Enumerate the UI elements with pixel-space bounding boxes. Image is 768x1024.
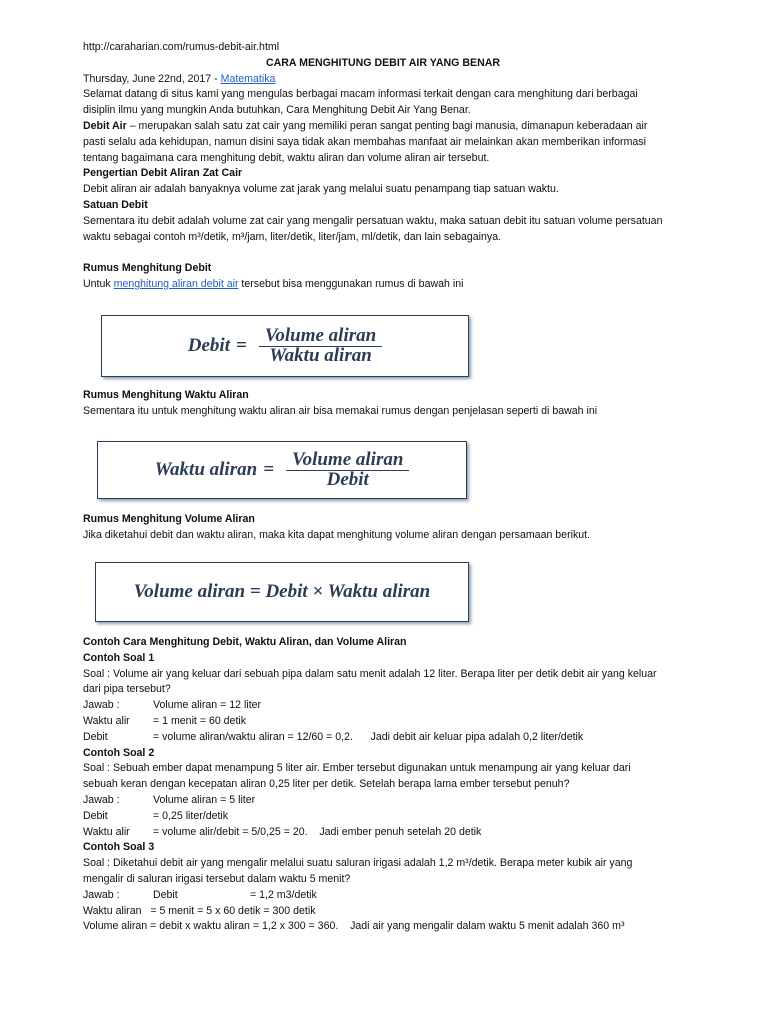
post-date: Thursday, June 22nd, 2017 -	[83, 72, 221, 85]
formula-denominator: Debit	[326, 469, 369, 490]
examples-section	[83, 635, 683, 935]
section-waktu	[83, 388, 683, 420]
formula-numerator: Volume aliran	[259, 328, 382, 347]
paragraph-line: Sementara itu untuk menghitung waktu aliran air bisa memakai rumus dengan penjelasan seperti di bawah ini	[83, 404, 598, 417]
source-url: http://caraharian.com/rumus-debit-air.html	[83, 41, 280, 53]
formula-equals: =	[263, 459, 275, 481]
debit-air-term: Debit Air	[83, 119, 127, 132]
section-heading: Rumus Menghitung Debit	[83, 262, 212, 275]
intro-line: Selamat datang di situs kami yang mengulas berbagai macam informasi terkait dengan cara menghitung dari berbagai	[83, 88, 638, 101]
debit-air-line: tentang bagaimana cara menghitung debit, waktu aliran dan volume aliran air tersebut.	[83, 151, 490, 164]
answer-value: = 0,25 liter/detik	[153, 809, 229, 822]
example-answer-row: Waktu aliran = 5 menit = 5 x 60 detik = 300 detik	[83, 904, 316, 917]
debit-formula-box	[101, 315, 469, 377]
formula-fraction	[259, 325, 382, 366]
formula-equals: =	[235, 335, 247, 357]
debit-air-line: pasti selalu ada kehidupan, namun disini saya tidak akan membahas manfaat air melainkan akan memberikan informasi	[83, 135, 646, 148]
post-meta	[83, 72, 683, 88]
example-answer-row: Volume aliran = debit x waktu aliran = 1,2 x 300 = 360. Jadi air yang mengalir dalam waktu 5 menit adalah 360 m³	[83, 920, 625, 933]
answer-value: = 1 menit = 60 detik	[153, 714, 247, 727]
example-question: sebuah keran dengan kecepatan aliran 0,25 liter per detik. Setelah berapa lama ember tersebut penuh?	[83, 778, 570, 791]
section-heading: Pengertian Debit Aliran Zat Cair	[83, 167, 243, 180]
example-heading: Contoh Soal 1	[83, 651, 155, 664]
example-answer-row	[83, 730, 683, 746]
example-answer-row	[83, 825, 683, 841]
answer-label: Jawab :	[83, 888, 120, 901]
answer-value: = volume alir/debit = 5/0,25 = 20. Jadi ember penuh setelah 20 detik	[153, 825, 482, 838]
examples-heading: Contoh Cara Menghitung Debit, Waktu Aliran, dan Volume Aliran	[83, 636, 407, 648]
page-title: CARA MENGHITUNG DEBIT AIR YANG BENAR	[265, 56, 501, 69]
answer-value: Volume aliran = 5 liter	[153, 793, 256, 806]
section-heading: Rumus Menghitung Volume Aliran	[83, 513, 255, 525]
example-heading: Contoh Soal 3	[83, 841, 155, 854]
intro-line: disiplin ilmu yang mungkin Anda butuhkan, Cara Menghitung Debit Air Yang Benar.	[83, 104, 471, 117]
answer-value: = volume aliran/waktu aliran = 12/60 = 0,2. Jadi debit air keluar pipa adalah 0,2 liter/detik	[153, 730, 584, 743]
debit-air-line	[83, 119, 683, 135]
document-page	[83, 40, 683, 293]
debit-air-text: – merupakan salah satu zat cair yang memiliki peran sangat penting bagi manusia, dimanapun keberadaan air	[126, 119, 648, 132]
example-question: Soal : Volume air yang keluar dari sebuah pipa dalam satu menit adalah 12 liter. Berapa liter per detik debit air yang keluar	[83, 667, 657, 680]
formula-numerator: Volume aliran	[286, 452, 409, 471]
paragraph-line: Debit aliran air adalah banyaknya volume zat jarak yang melalui suatu penampang tiap satuan waktu.	[83, 183, 559, 196]
paragraph-line: Sementara itu debit adalah volume zat cair yang mengalir persatuan waktu, maka satuan debit itu satuan volume persatuan	[83, 214, 663, 227]
answer-label: Waktu alir	[83, 825, 130, 838]
answer-label: Jawab :	[83, 793, 120, 806]
section-heading: Rumus Menghitung Waktu Aliran	[83, 389, 249, 401]
section-heading: Satuan Debit	[83, 198, 148, 211]
debit-article-link[interactable]: menghitung aliran debit air	[113, 277, 239, 290]
section-volume	[83, 512, 683, 544]
paragraph-line	[83, 277, 683, 293]
answer-label: Waktu alir	[83, 714, 130, 727]
answer-label: Debit	[153, 888, 178, 901]
example-heading: Contoh Soal 2	[83, 746, 155, 759]
example-answer-row	[83, 793, 683, 809]
answer-label: Jawab :	[83, 699, 120, 712]
answer-value: Volume aliran = 12 liter	[153, 699, 262, 712]
answer-value: = 1,2 m3/detik	[250, 888, 317, 901]
example-answer-row	[83, 698, 683, 714]
paragraph-line: Jika diketahui debit dan waktu aliran, maka kita dapat menghitung volume aliran dengan persamaan berikut.	[83, 528, 591, 541]
waktu-formula-box	[97, 441, 467, 499]
formula-fraction	[286, 449, 409, 490]
paragraph-text: Untuk	[83, 277, 114, 290]
answer-label: Debit	[83, 730, 108, 743]
example-question: Soal : Diketahui debit air yang mengalir melalui suatu saluran irigasi adalah 1,2 m³/detik. Berapa meter kubik air yang	[83, 857, 633, 870]
volume-formula-box	[95, 562, 469, 622]
answer-label: Debit	[83, 809, 108, 822]
formula-text: Volume aliran = Debit × Waktu aliran	[133, 581, 431, 603]
paragraph-line: waktu sebagai contoh m³/detik, m³/jam, liter/detik, liter/jam, ml/detik, dan lain sebagainya.	[83, 230, 502, 243]
example-answer-row	[83, 888, 683, 904]
category-link[interactable]: Matematika	[220, 72, 276, 85]
example-question: Soal : Sebuah ember dapat menampung 5 liter air. Ember tersebut digunakan untuk menampung air yang keluar dari	[83, 762, 631, 775]
example-question: dari pipa tersebut?	[83, 683, 171, 696]
example-question: mengalir di saluran irigasi tersebut dalam waktu 5 menit?	[83, 872, 351, 885]
formula-denominator: Waktu aliran	[269, 345, 372, 366]
formula-lhs: Waktu aliran	[154, 459, 258, 481]
paragraph-text: tersebut bisa menggunakan rumus di bawah ini	[238, 277, 464, 290]
formula-lhs: Debit	[187, 335, 230, 357]
example-answer-row	[83, 714, 683, 730]
example-answer-row	[83, 809, 683, 825]
